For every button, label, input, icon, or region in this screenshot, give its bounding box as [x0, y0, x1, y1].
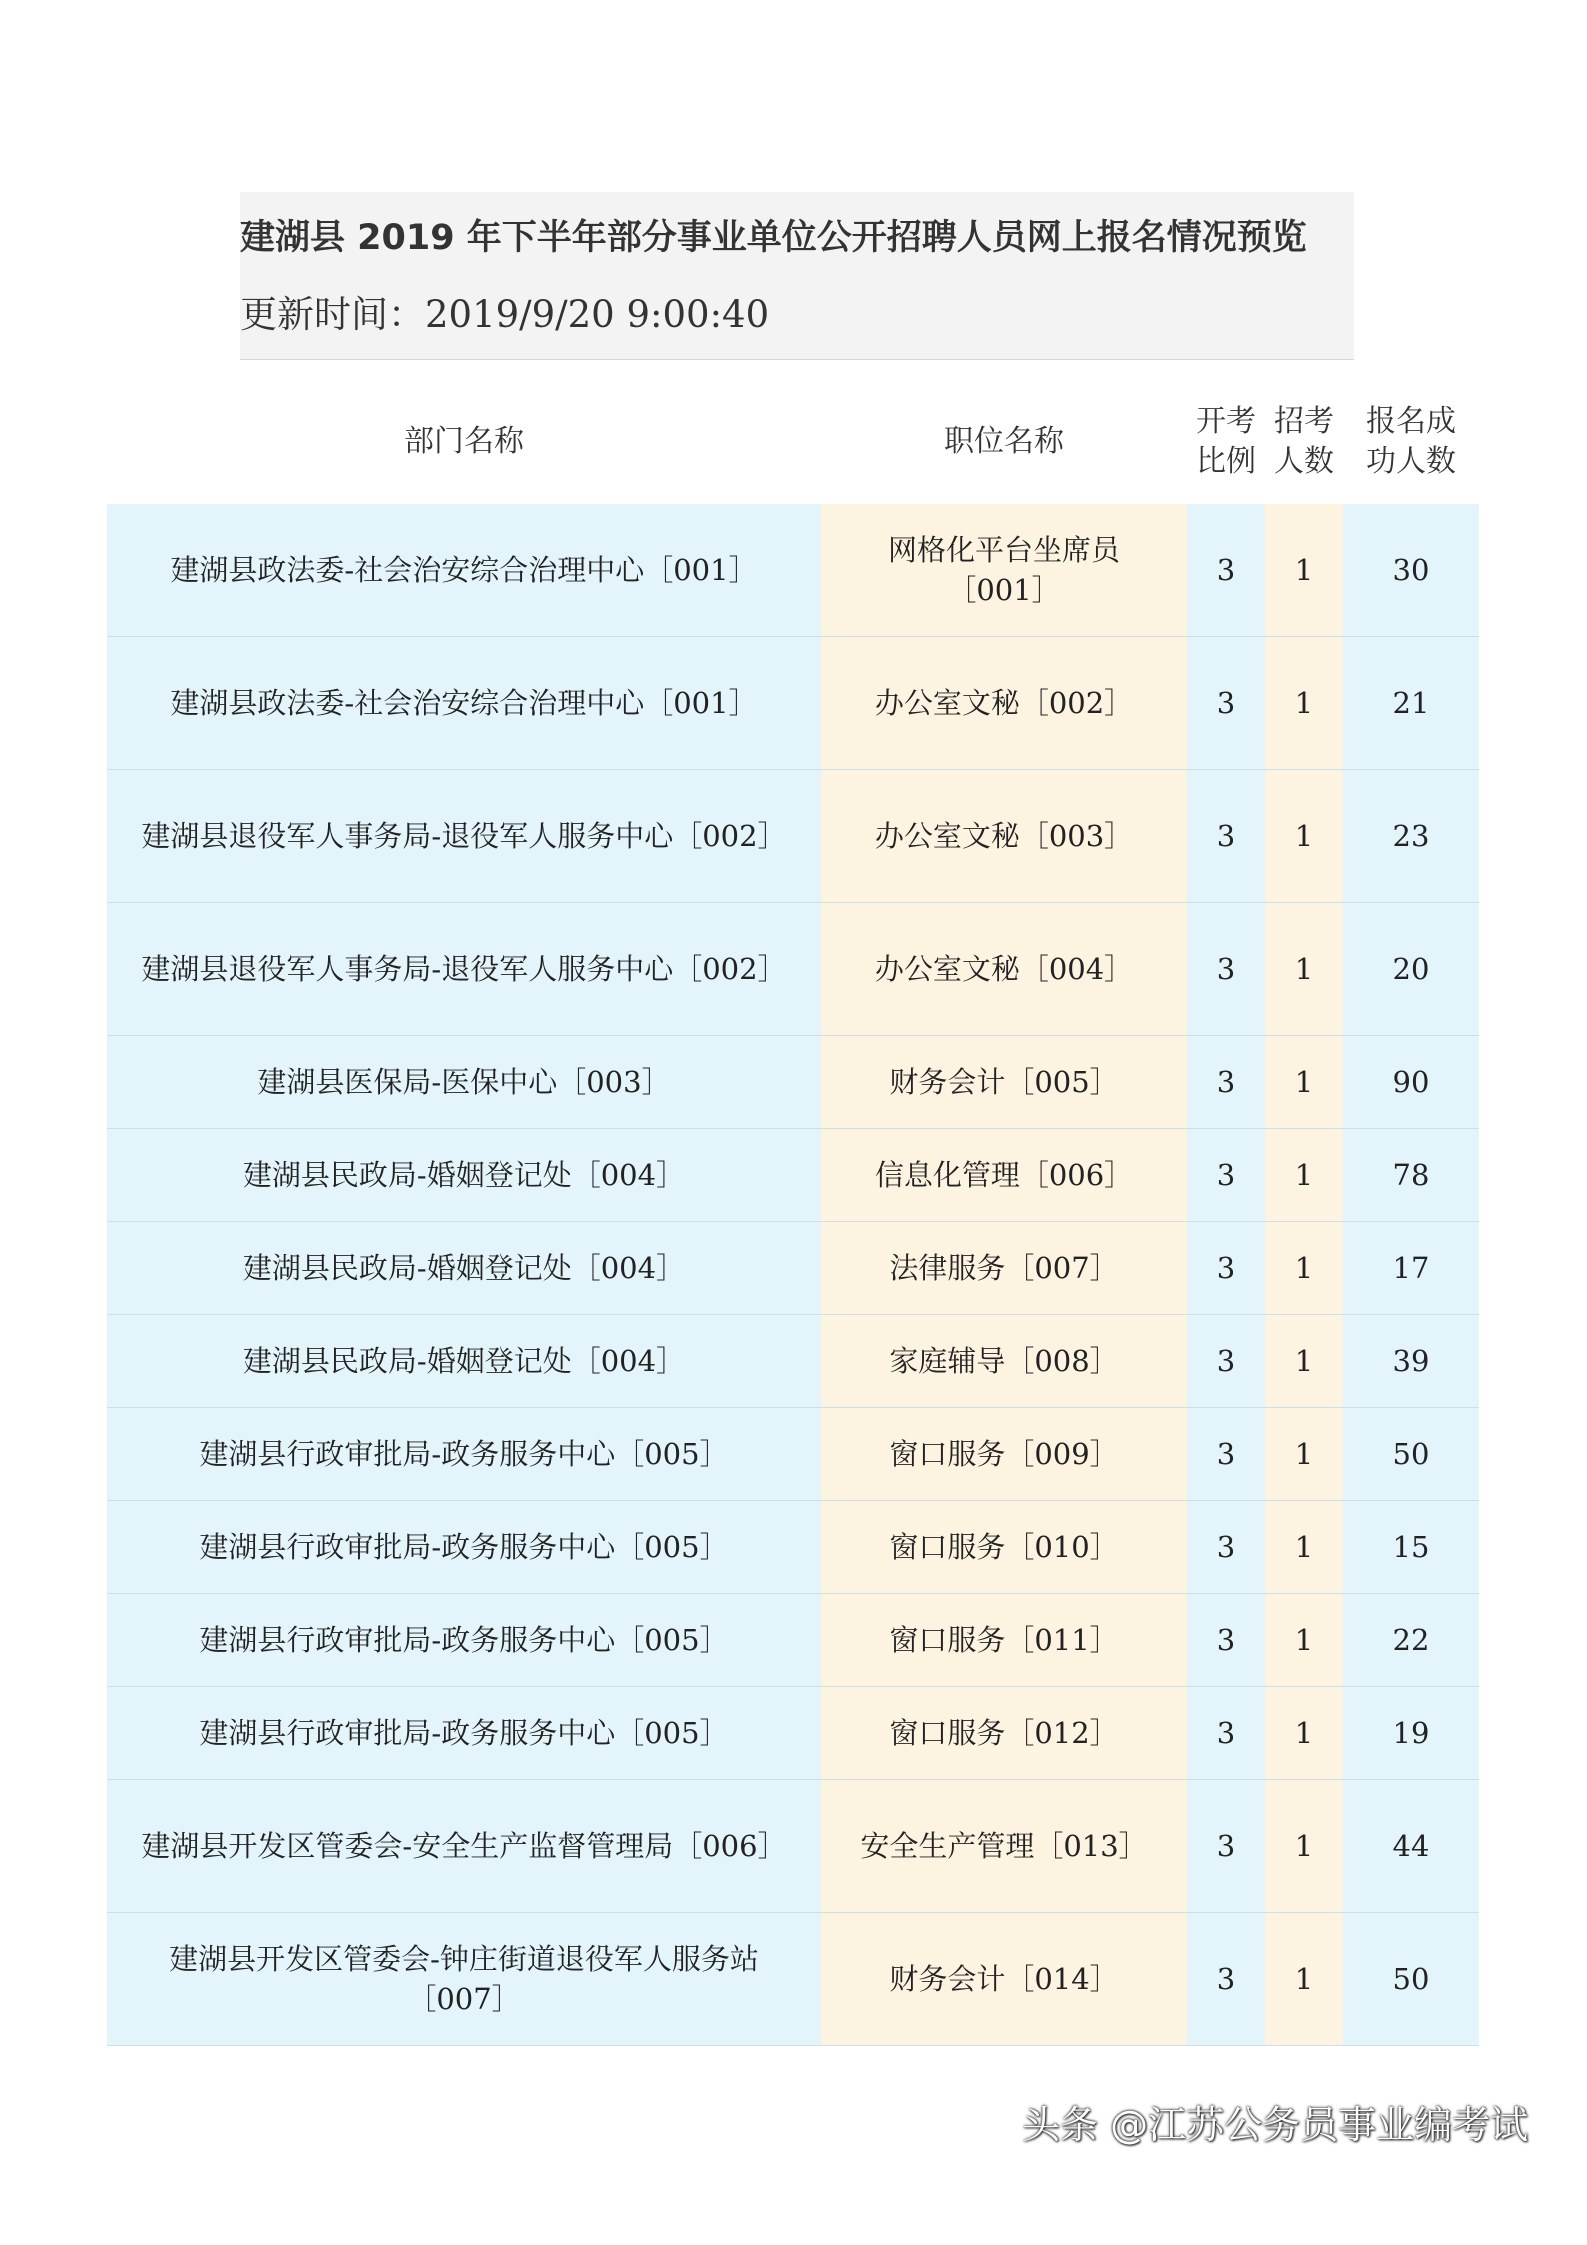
ratio-cell: 3 — [1187, 1913, 1265, 2045]
hire-cell: 1 — [1265, 770, 1343, 902]
dept-cell: 建湖县退役军人事务局-退役军人服务中心［002］ — [107, 903, 821, 1035]
ratio-cell: 3 — [1187, 1129, 1265, 1221]
header-hire-line1: 招考 — [1274, 404, 1334, 439]
ratio-cell: 3 — [1187, 1036, 1265, 1128]
table-header — [107, 380, 1479, 504]
ratio-cell: 3 — [1187, 1408, 1265, 1500]
position-cell: 窗口服务［009］ — [821, 1408, 1187, 1500]
position-cell: 家庭辅导［008］ — [821, 1315, 1187, 1407]
watermark: 头条 @江苏公务员事业编考试 — [1022, 2103, 1529, 2147]
ratio-cell: 3 — [1187, 637, 1265, 769]
count-cell: 23 — [1343, 770, 1479, 902]
position-cell: 办公室文秘［004］ — [821, 903, 1187, 1035]
dept-cell: 建湖县医保局-医保中心［003］ — [107, 1036, 821, 1128]
page-title: 建湖县 2019 年下半年部分事业单位公开招聘人员网上报名情况预览 — [240, 218, 1307, 258]
table-row — [107, 1315, 1479, 1408]
table-row — [107, 1222, 1479, 1315]
hire-cell: 1 — [1265, 637, 1343, 769]
dept-cell: 建湖县开发区管委会-安全生产监督管理局［006］ — [107, 1780, 821, 1912]
hire-cell: 1 — [1265, 1036, 1343, 1128]
header-ratio — [1187, 380, 1265, 504]
count-cell: 78 — [1343, 1129, 1479, 1221]
count-cell: 17 — [1343, 1222, 1479, 1314]
ratio-cell: 3 — [1187, 1501, 1265, 1593]
update-time: 更新时间：2019/9/20 9:00:40 — [240, 293, 770, 336]
ratio-cell: 3 — [1187, 1315, 1265, 1407]
ratio-cell: 3 — [1187, 770, 1265, 902]
count-cell: 22 — [1343, 1594, 1479, 1686]
table-row — [107, 1913, 1479, 2046]
ratio-cell: 3 — [1187, 1780, 1265, 1912]
header-position-label: 职位名称 — [944, 424, 1064, 459]
table-row — [107, 1594, 1479, 1687]
dept-cell: 建湖县退役军人事务局-退役军人服务中心［002］ — [107, 770, 821, 902]
header-ratio-line1: 开考 — [1196, 404, 1256, 439]
header-hire-line2: 人数 — [1274, 444, 1334, 479]
count-cell: 44 — [1343, 1780, 1479, 1912]
table-row — [107, 1501, 1479, 1594]
hire-cell: 1 — [1265, 1594, 1343, 1686]
count-cell: 90 — [1343, 1036, 1479, 1128]
header-dept — [107, 380, 821, 504]
hire-cell: 1 — [1265, 504, 1343, 636]
ratio-cell: 3 — [1187, 1594, 1265, 1686]
table-row — [107, 637, 1479, 770]
title-panel — [240, 192, 1354, 360]
hire-cell: 1 — [1265, 1222, 1343, 1314]
ratio-cell: 3 — [1187, 1687, 1265, 1779]
count-cell: 19 — [1343, 1687, 1479, 1779]
header-hire — [1265, 380, 1343, 504]
position-cell: 安全生产管理［013］ — [821, 1780, 1187, 1912]
dept-cell: 建湖县行政审批局-政务服务中心［005］ — [107, 1408, 821, 1500]
table-row — [107, 1129, 1479, 1222]
table-row — [107, 1408, 1479, 1501]
ratio-cell: 3 — [1187, 903, 1265, 1035]
position-cell: 法律服务［007］ — [821, 1222, 1187, 1314]
position-cell: 窗口服务［012］ — [821, 1687, 1187, 1779]
ratio-cell: 3 — [1187, 504, 1265, 636]
dept-cell: 建湖县政法委-社会治安综合治理中心［001］ — [107, 504, 821, 636]
count-cell: 50 — [1343, 1408, 1479, 1500]
dept-cell: 建湖县行政审批局-政务服务中心［005］ — [107, 1594, 821, 1686]
dept-cell: 建湖县行政审批局-政务服务中心［005］ — [107, 1501, 821, 1593]
position-cell: 财务会计［005］ — [821, 1036, 1187, 1128]
table-row — [107, 1687, 1479, 1780]
position-cell: 窗口服务［011］ — [821, 1594, 1187, 1686]
dept-cell: 建湖县行政审批局-政务服务中心［005］ — [107, 1687, 821, 1779]
table-row — [107, 903, 1479, 1036]
count-cell: 30 — [1343, 504, 1479, 636]
header-ratio-line2: 比例 — [1196, 444, 1256, 479]
count-cell: 39 — [1343, 1315, 1479, 1407]
header-dept-label: 部门名称 — [404, 424, 524, 459]
table-row — [107, 504, 1479, 637]
dept-cell: 建湖县开发区管委会-钟庄街道退役军人服务站［007］ — [107, 1913, 821, 2045]
hire-cell: 1 — [1265, 1501, 1343, 1593]
header-position — [821, 380, 1187, 504]
count-cell: 21 — [1343, 637, 1479, 769]
count-cell: 15 — [1343, 1501, 1479, 1593]
header-count-line2: 功人数 — [1366, 444, 1456, 479]
position-cell: 窗口服务［010］ — [821, 1501, 1187, 1593]
dept-cell: 建湖县民政局-婚姻登记处［004］ — [107, 1222, 821, 1314]
hire-cell: 1 — [1265, 1687, 1343, 1779]
ratio-cell: 3 — [1187, 1222, 1265, 1314]
table-row — [107, 1780, 1479, 1913]
position-cell: 办公室文秘［003］ — [821, 770, 1187, 902]
count-cell: 50 — [1343, 1913, 1479, 2045]
count-cell: 20 — [1343, 903, 1479, 1035]
dept-cell: 建湖县政法委-社会治安综合治理中心［001］ — [107, 637, 821, 769]
hire-cell: 1 — [1265, 903, 1343, 1035]
position-cell: 网格化平台坐席员［001］ — [821, 504, 1187, 636]
hire-cell: 1 — [1265, 1408, 1343, 1500]
position-cell: 办公室文秘［002］ — [821, 637, 1187, 769]
hire-cell: 1 — [1265, 1129, 1343, 1221]
header-count-line1: 报名成 — [1366, 404, 1456, 439]
hire-cell: 1 — [1265, 1913, 1343, 2045]
registration-table — [107, 504, 1479, 2046]
table-row — [107, 770, 1479, 903]
position-cell: 信息化管理［006］ — [821, 1129, 1187, 1221]
header-count — [1343, 380, 1479, 504]
dept-cell: 建湖县民政局-婚姻登记处［004］ — [107, 1315, 821, 1407]
hire-cell: 1 — [1265, 1315, 1343, 1407]
dept-cell: 建湖县民政局-婚姻登记处［004］ — [107, 1129, 821, 1221]
position-cell: 财务会计［014］ — [821, 1913, 1187, 2045]
table-row — [107, 1036, 1479, 1129]
hire-cell: 1 — [1265, 1780, 1343, 1912]
